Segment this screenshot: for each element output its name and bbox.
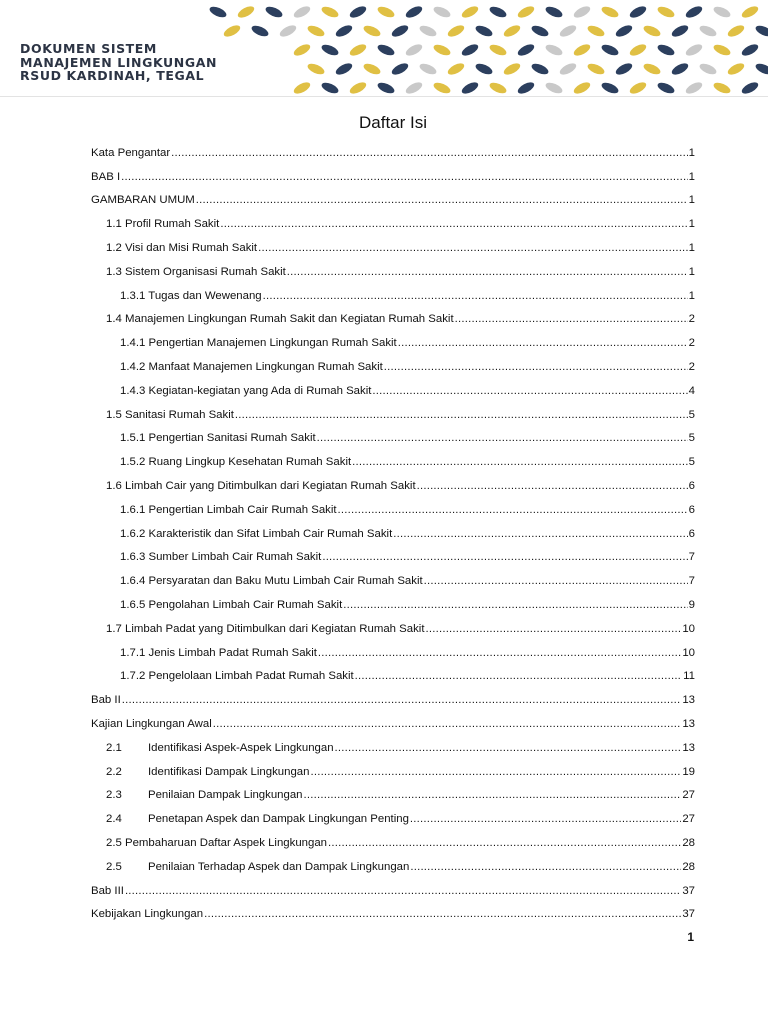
leaf-shape [278, 23, 298, 39]
toc-entry-page: 6 [688, 527, 695, 540]
toc-entry[interactable] [91, 206, 695, 230]
leaf-shape [334, 61, 354, 77]
toc-dot-leader [220, 218, 687, 230]
toc-entry[interactable] [91, 778, 695, 802]
toc-entry[interactable] [91, 421, 695, 445]
toc-entry[interactable] [91, 254, 695, 278]
toc-dot-leader [196, 194, 688, 206]
toc-entry-label [106, 409, 234, 421]
toc-entry-label [120, 290, 262, 302]
toc-entry-page: 11 [683, 670, 695, 683]
toc-entry-label [120, 670, 354, 682]
toc-entry-label [120, 528, 392, 540]
toc-entry-label [120, 647, 317, 659]
toc-heading: Daftar Isi [358, 113, 428, 132]
toc-entry-label [106, 480, 416, 492]
toc-dot-leader [287, 266, 688, 278]
leaf-pattern-decoration [200, 0, 768, 96]
toc-entry[interactable] [91, 849, 695, 873]
toc-entry-label [91, 885, 124, 897]
leaf-shape [642, 62, 662, 77]
leaf-shape [670, 61, 690, 77]
toc-dot-leader [398, 337, 688, 349]
toc-entry-page: 1 [688, 146, 695, 159]
toc-entry-text: 1.4.1 Pengertian Manajemen Lingkungan Rumah Sakit [120, 337, 397, 350]
leaf-shape [530, 62, 550, 77]
leaf-shape [250, 24, 270, 39]
toc-dot-leader [335, 742, 682, 754]
leaf-shape [432, 5, 452, 20]
leaf-shape [740, 42, 760, 58]
leaf-shape [306, 24, 326, 39]
toc-entry-label [120, 599, 342, 611]
toc-entry-page: 10 [682, 622, 695, 635]
leaf-shape [572, 80, 592, 96]
leaf-shape [558, 23, 578, 39]
leaf-shape [488, 43, 508, 58]
toc-entry[interactable] [91, 325, 695, 349]
leaf-shape [754, 24, 768, 39]
leaf-shape [628, 42, 648, 58]
toc-entry-text: GAMBARAN UMUM [91, 194, 195, 207]
toc-entry-text: BAB I [91, 170, 121, 183]
toc-entry-text: 1.1 Profil Rumah Sakit [106, 218, 220, 231]
toc-entry[interactable] [91, 563, 695, 587]
toc-entry-text: 1.6 Limbah Cair yang Ditimbulkan dari Kegiatan Rumah Sakit [106, 479, 416, 492]
toc-dot-leader [235, 409, 688, 421]
leaf-shape [600, 43, 620, 58]
leaf-shape [656, 5, 676, 20]
toc-entry-text: Identifikasi Dampak Lingkungan [148, 765, 310, 778]
leaf-shape [558, 61, 578, 77]
leaf-shape [544, 43, 564, 58]
leaf-shape [376, 43, 396, 58]
toc-dot-leader [410, 861, 681, 873]
toc-entry-label [91, 171, 120, 183]
leaf-shape [726, 23, 746, 39]
leaf-shape [488, 5, 508, 20]
leaf-shape [404, 4, 424, 20]
toc-entry-text: 1.4.2 Manfaat Manajemen Lingkungan Rumah Sakit [120, 360, 383, 373]
toc-dot-leader [204, 908, 681, 920]
leaf-shape [544, 81, 564, 96]
toc-entry-label [106, 242, 257, 254]
toc-entry-page: 28 [682, 836, 695, 849]
toc-entry[interactable] [91, 825, 695, 849]
leaf-shape [376, 81, 396, 96]
leaf-shape [208, 5, 228, 20]
toc-entry-text: 1.5 Sanitasi Rumah Sakit [106, 408, 234, 421]
toc-entry[interactable] [91, 659, 695, 683]
leaf-shape [432, 43, 452, 58]
toc-entry-page: 28 [682, 860, 695, 873]
toc-entry-label [106, 861, 409, 873]
leaf-shape [740, 80, 760, 96]
toc-entry-page: 37 [682, 908, 695, 921]
toc-entry-text: 1.5.1 Pengertian Sanitasi Rumah Sakit [120, 432, 316, 445]
toc-dot-leader [213, 718, 682, 730]
header-divider [0, 96, 768, 97]
leaf-shape [614, 23, 634, 39]
toc-entry-text: 1.2 Visi dan Misi Rumah Sakit [106, 241, 258, 254]
leaf-shape [306, 62, 326, 77]
toc-entry-text: Kebijakan Lingkungan [91, 908, 204, 921]
leaf-shape [740, 4, 760, 20]
toc-entry-page: 5 [688, 432, 695, 445]
toc-dot-leader [417, 480, 688, 492]
toc-entry[interactable] [91, 730, 695, 754]
toc-entry-text: 1.6.4 Persyaratan dan Baku Mutu Limbah Cair Rumah Sakit [120, 575, 423, 588]
toc-entry-text: 2.5 Pembaharuan Daftar Aspek Lingkungan [106, 836, 328, 849]
leaf-shape [698, 62, 718, 77]
leaf-shape [586, 24, 606, 39]
toc-dot-leader [318, 647, 681, 659]
page-header [0, 0, 768, 97]
toc-entry[interactable] [91, 183, 695, 207]
toc-entry-page: 2 [688, 313, 695, 326]
leaf-shape [712, 43, 732, 58]
leaf-shape [516, 42, 536, 58]
toc-entry[interactable] [91, 397, 695, 421]
toc-entry-text: 1.3.1 Tugas dan Wewenang [120, 289, 262, 302]
toc-entry-page: 19 [682, 765, 695, 778]
toc-entry[interactable] [91, 230, 695, 254]
toc-entry-label [106, 218, 219, 230]
leaf-shape [516, 4, 536, 20]
toc-dot-leader [393, 528, 687, 540]
toc-dot-leader [455, 313, 688, 325]
toc-entry-number: 2.2 [106, 765, 122, 778]
toc-entry-text: Identifikasi Aspek-Aspek Lingkungan [148, 741, 334, 754]
leaf-shape [460, 42, 480, 58]
toc-entry-page: 2 [688, 337, 695, 350]
leaf-shape [362, 24, 382, 39]
toc-entry-page: 1 [688, 170, 695, 183]
toc-entry-label [91, 908, 203, 920]
leaf-shape [530, 24, 550, 39]
leaf-shape [362, 62, 382, 77]
toc-entry-label [106, 266, 286, 278]
toc-entry-text: Bab II [91, 694, 121, 707]
toc-entry-text: 1.6.2 Karakteristik dan Sifat Limbah Cair Rumah Sakit [120, 527, 393, 540]
toc-entry-label [91, 194, 195, 206]
leaf-shape [684, 4, 704, 20]
toc-entry[interactable] [91, 706, 695, 730]
toc-entry-number: 2.5 [106, 860, 122, 873]
leaf-shape [656, 43, 676, 58]
toc-entry-text: 1.7 Limbah Padat yang Ditimbulkan dari Kegiatan Rumah Sakit [106, 622, 425, 635]
toc-entry[interactable] [91, 754, 695, 778]
toc-entry-number: 2.3 [106, 789, 122, 802]
toc-dot-leader [343, 599, 687, 611]
leaf-shape [712, 5, 732, 20]
leaf-shape [432, 81, 452, 96]
toc-entry-text: 1.4 Manajemen Lingkungan Rumah Sakit dan Kegiatan Rumah Sakit [106, 313, 454, 326]
toc-entry-page: 5 [688, 456, 695, 469]
toc-entry[interactable] [91, 587, 695, 611]
toc-entry-label [106, 813, 409, 825]
toc-entry-label [106, 313, 454, 325]
toc-entry-text: Kajian Lingkungan Awal [91, 717, 212, 730]
toc-entry-text: Kata Pengantar [91, 146, 171, 159]
toc-entry-page: 1 [688, 241, 695, 254]
document-title [20, 42, 217, 83]
toc-entry-text: Penilaian Dampak Lingkungan [148, 789, 303, 802]
leaf-shape [516, 80, 536, 96]
toc-entry-page: 1 [688, 218, 695, 231]
toc-entry-label [91, 147, 170, 159]
leaf-shape [418, 62, 438, 77]
leaf-shape [446, 61, 466, 77]
leaf-shape [404, 80, 424, 96]
toc-entry-page: 9 [688, 598, 695, 611]
toc-entry-label [106, 789, 303, 801]
toc-dot-leader [258, 242, 688, 254]
toc-entry[interactable] [91, 444, 695, 468]
toc-dot-leader [317, 432, 688, 444]
toc-entry-page: 7 [688, 551, 695, 564]
toc-dot-leader [122, 694, 682, 706]
toc-dot-leader [328, 837, 681, 849]
leaf-shape [600, 5, 620, 20]
leaf-shape [600, 81, 620, 96]
toc-entry-page: 13 [682, 694, 695, 707]
leaf-shape [544, 5, 564, 20]
leaf-shape [474, 24, 494, 39]
toc-dot-leader [310, 766, 681, 778]
toc-entry-label [106, 742, 334, 754]
toc-entry-text: 1.7.2 Pengelolaan Limbah Padat Rumah Sakit [120, 670, 354, 683]
toc-entry-label [120, 456, 351, 468]
toc-dot-leader [424, 575, 688, 587]
leaf-shape [390, 23, 410, 39]
leaf-shape [586, 62, 606, 77]
toc-entry[interactable] [91, 302, 695, 326]
leaf-shape [460, 4, 480, 20]
toc-entry-page: 37 [682, 884, 695, 897]
leaf-shape [320, 43, 340, 58]
leaf-shape [684, 80, 704, 96]
toc-dot-leader [121, 171, 688, 183]
leaf-shape [474, 62, 494, 77]
toc-entry-text: 1.6.1 Pengertian Limbah Cair Rumah Sakit [120, 503, 337, 516]
toc-dot-leader [338, 504, 688, 516]
toc-entry-page: 27 [682, 789, 695, 802]
toc-entry-label [120, 337, 397, 349]
leaf-shape [614, 61, 634, 77]
toc-entry[interactable] [91, 492, 695, 516]
toc-entry-number: 2.4 [106, 813, 122, 826]
toc-entry-page: 13 [682, 741, 695, 754]
toc-entry-page: 4 [688, 384, 695, 397]
leaf-shape [222, 23, 242, 39]
leaf-shape [488, 81, 508, 96]
toc-entry[interactable] [91, 635, 695, 659]
leaf-shape [628, 80, 648, 96]
toc-entry[interactable] [91, 159, 695, 183]
toc-dot-leader [125, 885, 681, 897]
page-number: 1 [687, 930, 694, 944]
leaf-shape [726, 61, 746, 77]
toc-entry-label [120, 432, 316, 444]
toc-entry-page: 5 [688, 408, 695, 421]
toc-dot-leader [263, 290, 688, 302]
toc-entry-text: 1.4.3 Kegiatan-kegiatan yang Ada di Rumah Sakit [120, 384, 372, 397]
toc-entry-number: 2.1 [106, 741, 122, 754]
toc-entry-label [106, 623, 425, 635]
toc-entry-page: 13 [682, 717, 695, 730]
toc-entry[interactable] [91, 801, 695, 825]
leaf-shape [418, 24, 438, 39]
leaf-shape [502, 61, 522, 77]
toc-entry-text: Penetapan Aspek dan Dampak Lingkungan Penting [148, 813, 409, 826]
toc-entry-text: 1.6.3 Sumber Limbah Cair Rumah Sakit [120, 551, 322, 564]
leaf-shape [684, 42, 704, 58]
leaf-shape [320, 81, 340, 96]
leaf-shape [572, 4, 592, 20]
leaf-shape [320, 5, 340, 20]
leaf-shape [236, 4, 256, 20]
leaf-shape [712, 81, 732, 96]
toc-dot-leader [384, 361, 688, 373]
toc-entry-text: 1.6.5 Pengolahan Limbah Cair Rumah Sakit [120, 598, 343, 611]
toc-entry-label [120, 575, 423, 587]
toc-entry[interactable] [91, 897, 695, 921]
leaf-shape [670, 23, 690, 39]
toc-entry-label [120, 361, 383, 373]
table-of-contents [91, 135, 695, 920]
toc-entry-label [106, 766, 309, 778]
toc-entry[interactable] [91, 611, 695, 635]
leaf-shape [292, 4, 312, 20]
toc-dot-leader [322, 551, 687, 563]
leaf-shape [754, 62, 768, 77]
toc-entry-page: 2 [688, 360, 695, 373]
toc-entry-label [91, 718, 212, 730]
leaf-shape [642, 24, 662, 39]
leaf-shape [698, 24, 718, 39]
toc-entry-text: 1.5.2 Ruang Lingkup Kesehatan Rumah Sakit [120, 456, 352, 469]
toc-dot-leader [352, 456, 688, 468]
toc-entry-page: 1 [688, 265, 695, 278]
toc-dot-leader [304, 789, 682, 801]
leaf-shape [264, 5, 284, 20]
toc-entry[interactable] [91, 373, 695, 397]
leaf-shape [502, 23, 522, 39]
leaf-shape [656, 81, 676, 96]
toc-entry[interactable] [91, 873, 695, 897]
toc-entry-label [120, 504, 337, 516]
toc-entry[interactable] [91, 468, 695, 492]
leaf-shape [348, 42, 368, 58]
toc-entry[interactable] [91, 540, 695, 564]
toc-entry-label [91, 694, 121, 706]
toc-entry-text: Bab III [91, 884, 124, 897]
toc-dot-leader [410, 813, 681, 825]
toc-dot-leader [355, 670, 683, 682]
toc-dot-leader [171, 147, 687, 159]
toc-entry-page: 10 [682, 646, 695, 659]
toc-entry-page: 6 [688, 479, 695, 492]
leaf-shape [446, 23, 466, 39]
toc-entry[interactable] [91, 135, 695, 159]
toc-dot-leader [426, 623, 682, 635]
toc-entry-label [120, 385, 371, 397]
toc-entry-text: 1.7.1 Jenis Limbah Padat Rumah Sakit [120, 646, 317, 659]
leaf-shape [292, 42, 312, 58]
toc-entry-page: 7 [688, 575, 695, 588]
document-title-line-1: DOKUMEN SISTEM [20, 41, 157, 56]
toc-dot-leader [372, 385, 687, 397]
leaf-shape [628, 4, 648, 20]
toc-entry-label [106, 837, 327, 849]
document-title-line-2: MANAJEMEN LINGKUNGAN [20, 54, 218, 70]
leaf-shape [572, 42, 592, 58]
toc-entry-text: 1.3 Sistem Organisasi Rumah Sakit [106, 265, 286, 278]
toc-entry-page: 1 [688, 289, 695, 302]
toc-entry[interactable] [91, 516, 695, 540]
leaf-shape [348, 80, 368, 96]
leaf-shape [404, 42, 424, 58]
toc-entry-label [120, 551, 321, 563]
leaf-shape [376, 5, 396, 20]
leaf-shape [460, 80, 480, 96]
toc-entry-page: 1 [688, 194, 695, 207]
toc-entry-text: Penilaian Terhadap Aspek dan Dampak Lingkungan [148, 860, 410, 873]
leaf-shape [334, 23, 354, 39]
toc-entry[interactable] [91, 349, 695, 373]
toc-entry[interactable] [91, 682, 695, 706]
toc-entry[interactable] [91, 278, 695, 302]
toc-entry-page: 27 [682, 813, 695, 826]
document-title-line-3: RSUD KARDINAH, TEGAL [20, 68, 205, 83]
leaf-shape [390, 61, 410, 77]
toc-entry-page: 6 [688, 503, 695, 516]
leaf-shape [348, 4, 368, 20]
leaf-shape [292, 80, 312, 96]
